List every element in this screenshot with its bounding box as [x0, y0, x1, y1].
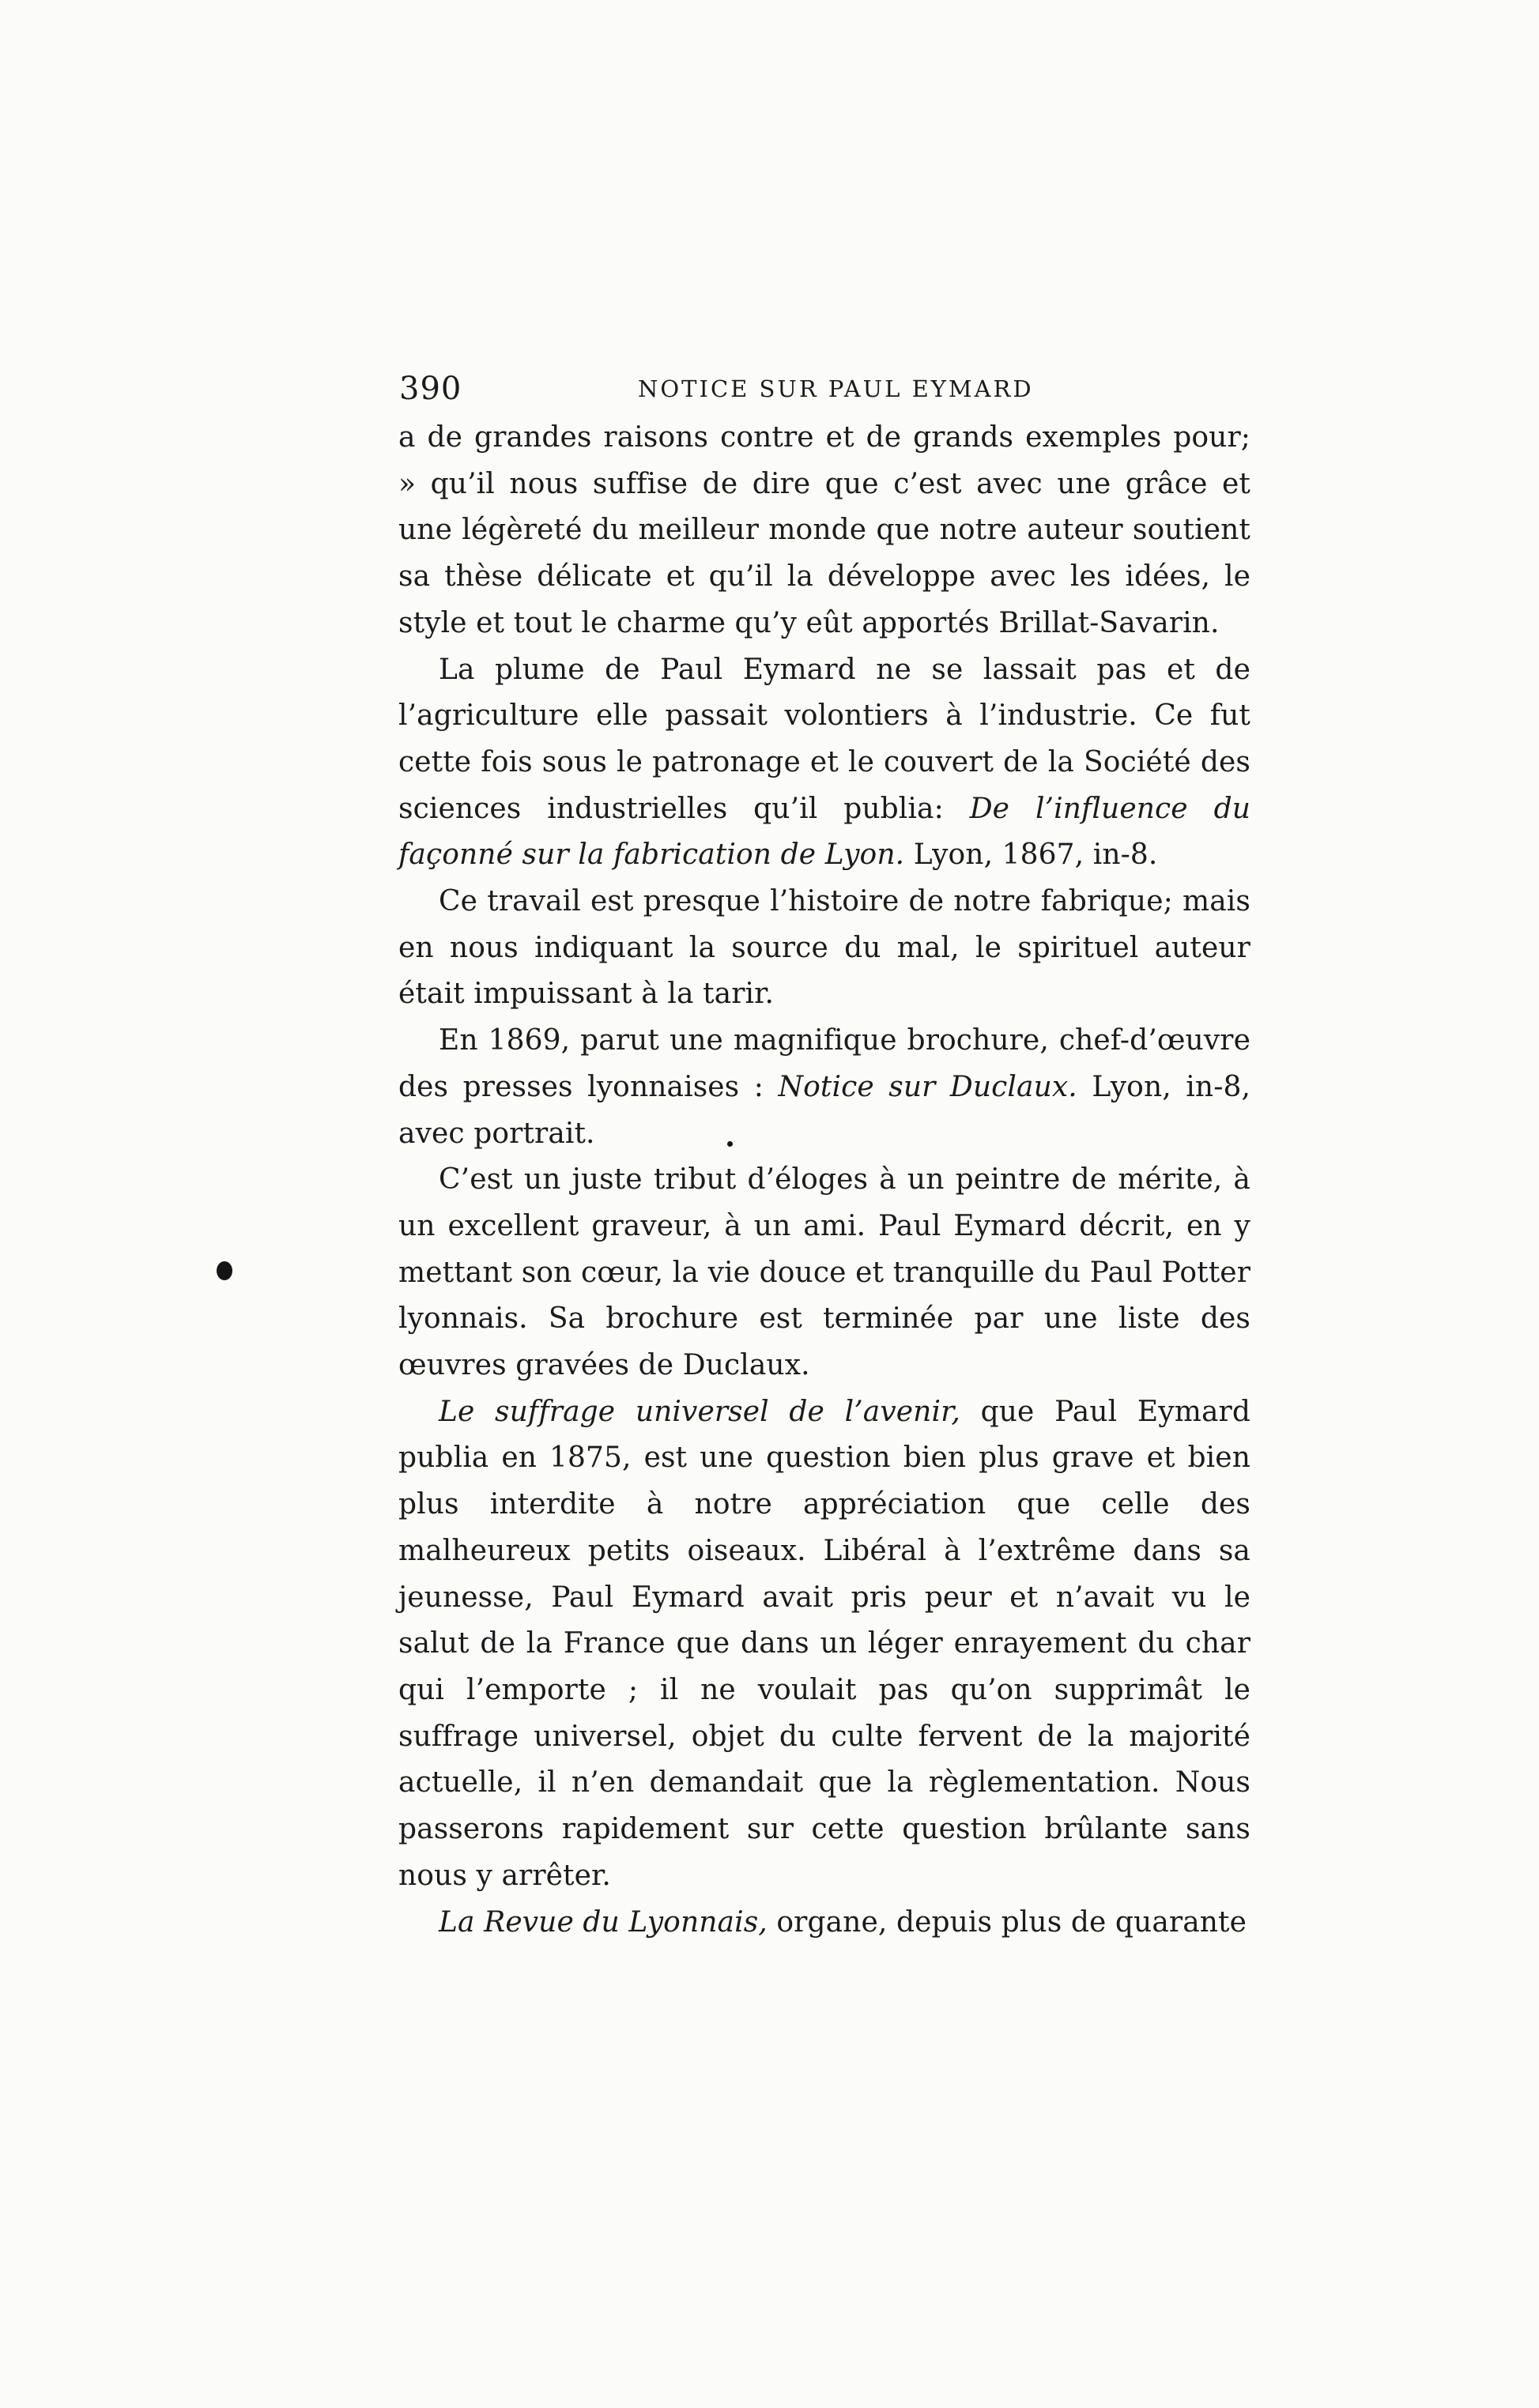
- text-segment: que Paul Eymard publia en 1875, est une question bien plus grave et bien plus interdite à notre appréciation que celle des malheureux petits oiseaux. Libéral à l’extrême dans sa jeunesse, Paul Eymard avait pris peur et n’avait vu le salut de la France que dans un léger enrayement du char qui l’emporte ; il ne voulait pas qu’on supprimât le suffrage universel, objet du culte fervent de la majorité actuelle, il n’en demandait que la règlementation. Nous passerons rapidement sur cette question brûlante sans nous y arrêter.: [398, 1395, 1250, 1892]
- running-head: [399, 365, 1251, 413]
- running-head-title: NOTICE SUR PAUL EYMARD: [638, 375, 1034, 402]
- text-segment: C’est un juste tribut d’éloges à un peintre de mérite, à un excellent graveur, à un ami. Paul Eymard décrit, en y mettant son cœur, la vie douce et tranquille du Paul Potter lyonnais. Sa brochure est terminée par une liste des œuvres gravées de Duclaux.: [398, 1163, 1250, 1382]
- text-segment: La plume de Paul Eymard ne se lassait pas et de l’agriculture elle passait volontiers à l’industrie. Ce fut cette fois sous le patronage et le couvert de la Société des sciences industrielles qu’il publia:: [398, 653, 1250, 825]
- text-segment: En 1869, parut une magnifique brochure, chef-d’œuvre des presses lyonnaises :: [398, 1024, 1250, 1103]
- paragraph: [398, 1900, 1250, 1946]
- text-segment: Ce travail est presque l’histoire de notre fabrique; mais en nous indiquant la source du mal, le spirituel auteur était impuissant à la tarir.: [398, 885, 1250, 1011]
- paragraph: [398, 647, 1250, 880]
- periodical-title: La Revue du Lyonnais,: [439, 1905, 768, 1939]
- paragraph: [398, 1018, 1250, 1157]
- page-number: 390: [399, 371, 462, 407]
- paragraph: [398, 415, 1250, 647]
- paragraph: [398, 879, 1250, 1018]
- ink-speck: [727, 1141, 733, 1147]
- text-segment: organe, depuis plus de quarante: [767, 1905, 1247, 1939]
- text-segment: Lyon, 1867, in-8.: [904, 838, 1158, 872]
- book-title: Le suffrage universel de l’avenir,: [439, 1395, 960, 1428]
- paragraph: [398, 1389, 1250, 1900]
- text-segment: a de grandes raisons contre et de grands exemples pour; » qu’il nous suffise de dire que c’est avec une grâce et une légèreté du meilleur monde que notre auteur soutient sa thèse délicate et qu’il la développe avec les idées, le style et tout le charme qu’y eût apportés Brillat-Savarin.: [398, 421, 1250, 639]
- paragraph: [398, 1157, 1250, 1389]
- book-title: Notice sur Duclaux.: [778, 1070, 1077, 1103]
- book-title: De l’influence du façonné sur la fabrication de Lyon.: [398, 792, 1250, 872]
- text-segment: Lyon, in-8, avec portrait.: [398, 1070, 1251, 1150]
- body-text: [398, 415, 1250, 1946]
- ink-speck: [217, 1261, 232, 1280]
